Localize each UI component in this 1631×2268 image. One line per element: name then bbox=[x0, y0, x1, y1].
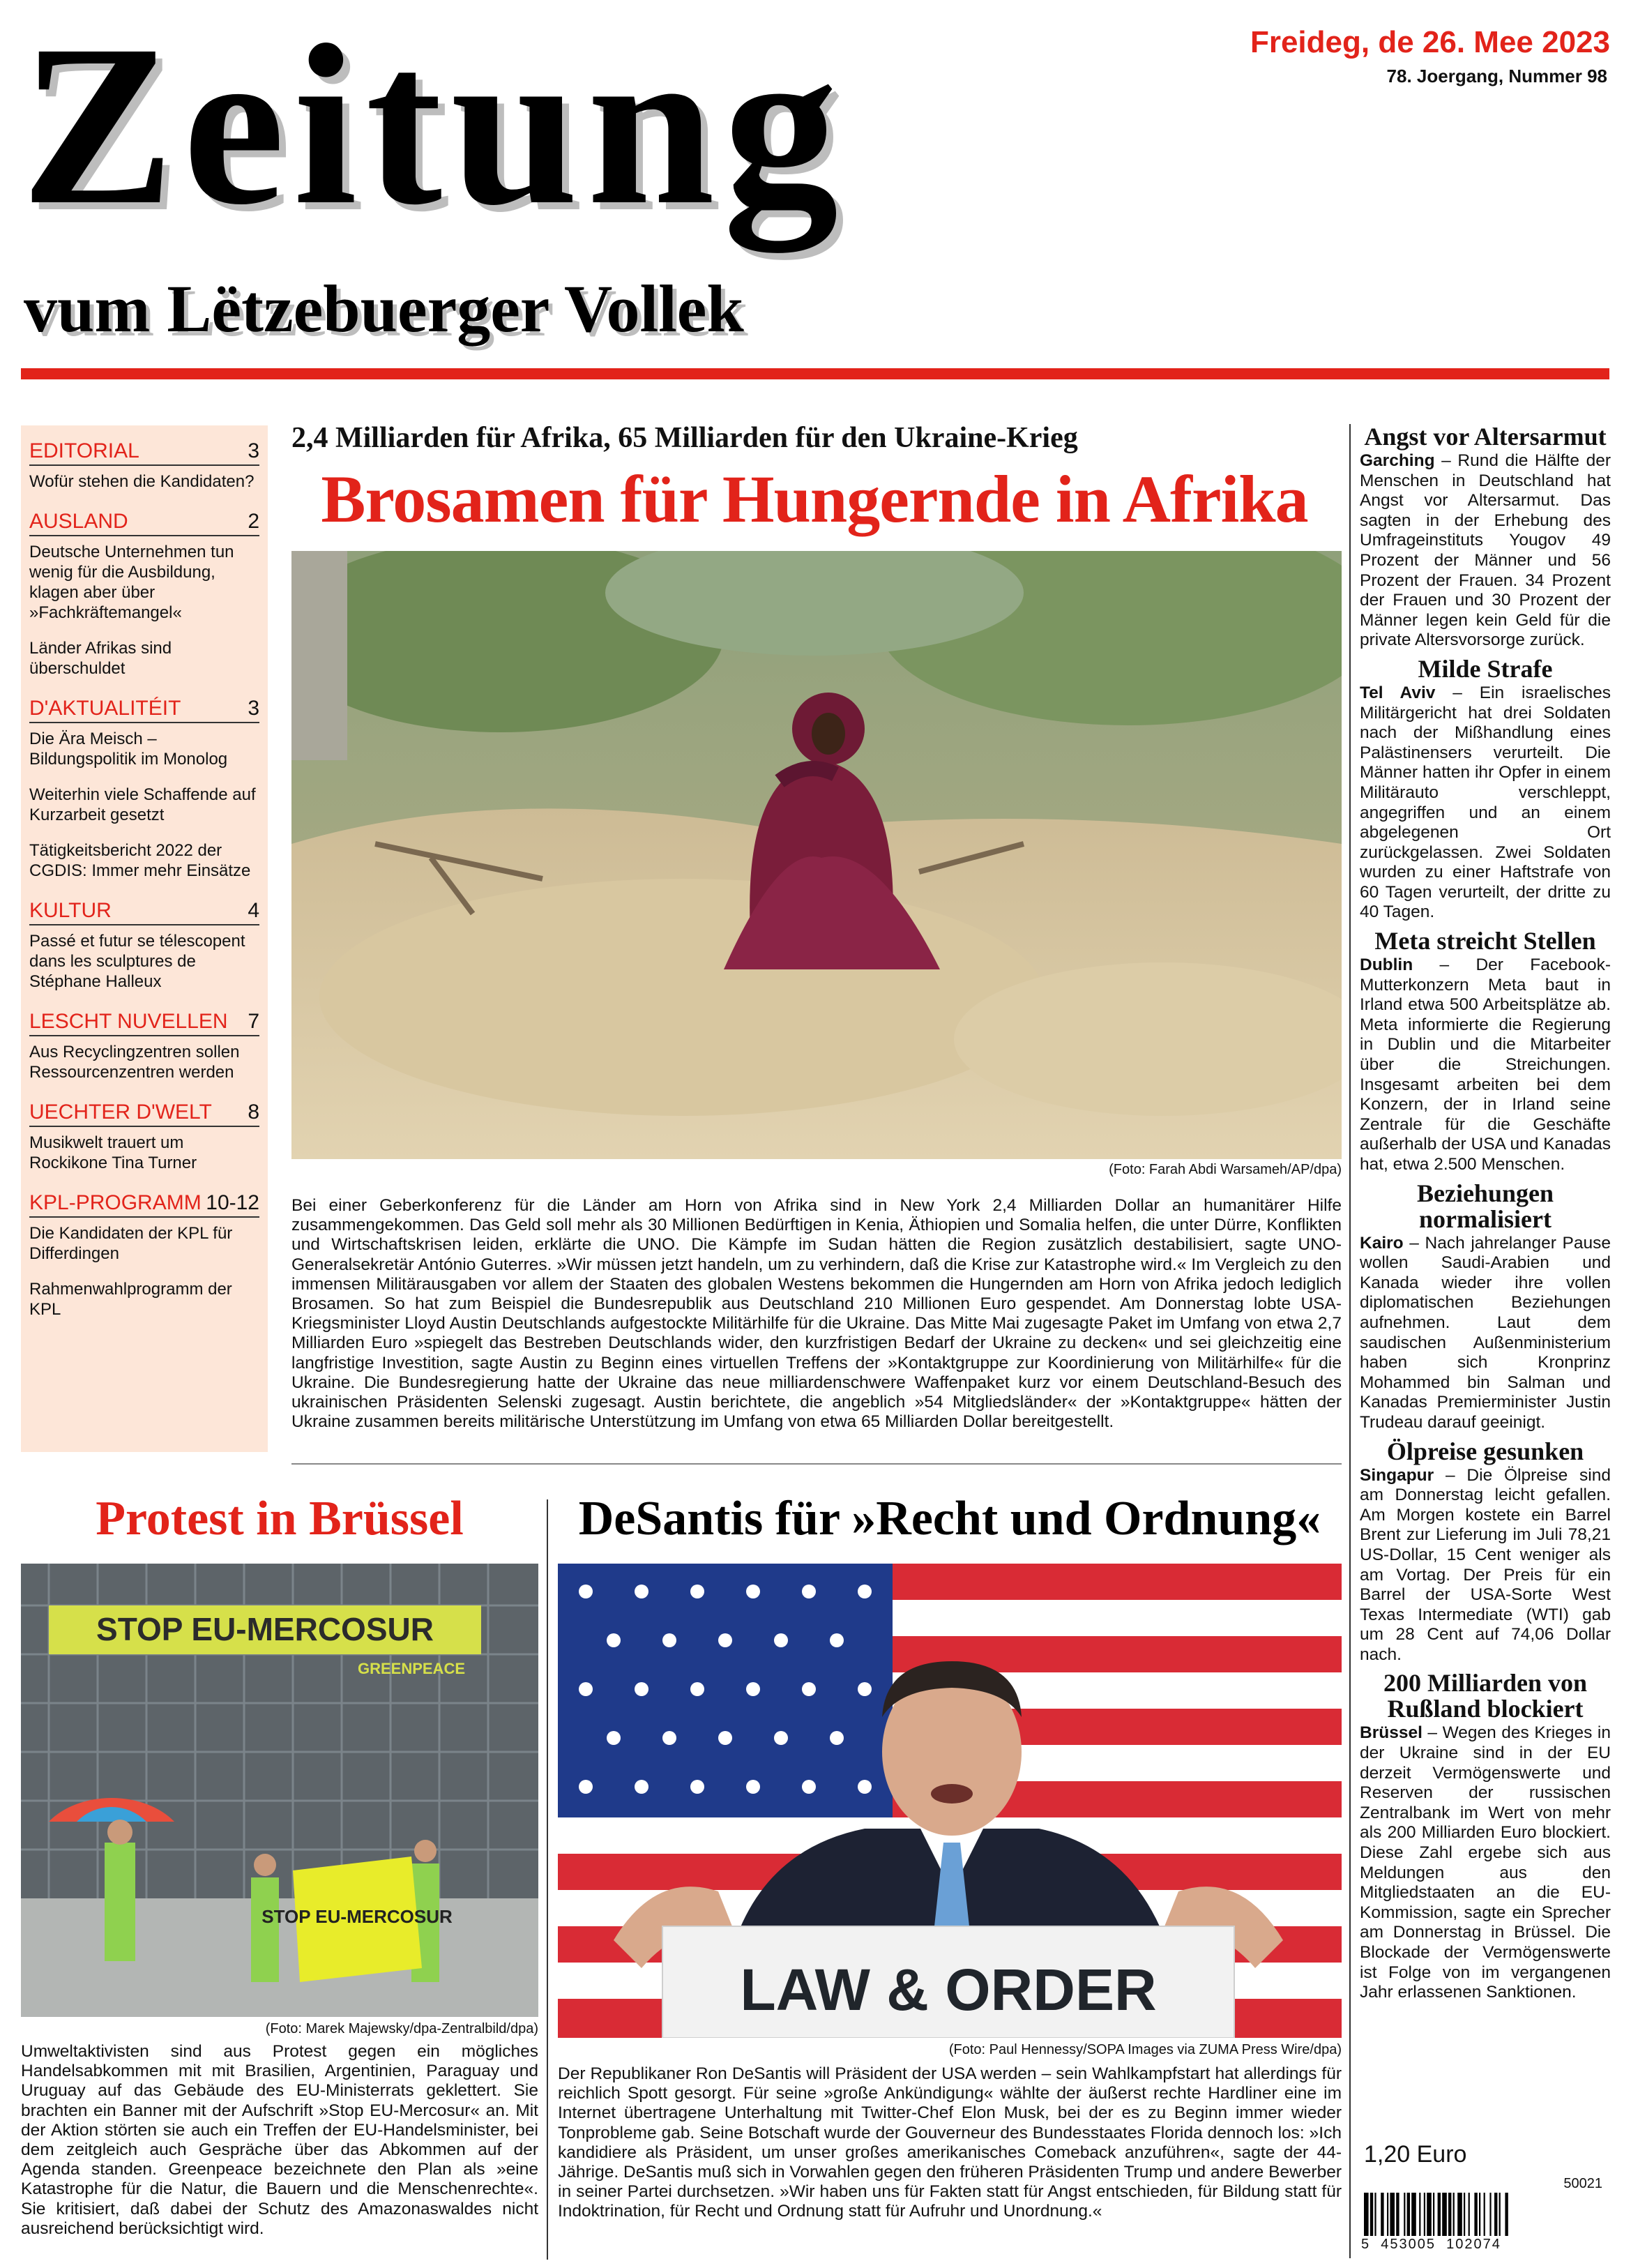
news-brief bbox=[1360, 656, 1611, 923]
news-brief bbox=[1360, 1439, 1611, 1665]
brief-text bbox=[1360, 683, 1611, 923]
toc-section-page: 8 bbox=[248, 1101, 259, 1124]
table-of-contents bbox=[21, 425, 268, 1452]
barcode-bar bbox=[1419, 2193, 1420, 2236]
toc-section bbox=[29, 899, 259, 992]
masthead-title: Zeitung bbox=[21, 0, 847, 252]
brief-body: – Rund die Hälfte der Menschen in Deutschland hat Angst vor Altersarmut. Das sagten in der Erhebung des Umfrageinstituts Yougov 49 Prozent der Männer und 56 Prozent der Frauen. 34 Prozent der Frauen und 30 Prozent der Männer legen kein Geld für die private Altersvorsorge zurück. bbox=[1360, 451, 1611, 650]
news-brief bbox=[1360, 1181, 1611, 1433]
brief-title: Beziehungen normalisiert bbox=[1416, 1179, 1554, 1233]
lead-body: Bei einer Geberkonferenz für die Länder am Horn von Afrika sind in New York 2,4 Milliarden Dollar an humanitärer Hilfe zusammengekommen. Das Geld soll mehr als 30 Millionen Bedürftigen in Kenia, Äthiopien und Somalia helfen, die unter Dürre, Konflikten und Wirtschaftskrisen leiden, erklärte die UNO. Die Kämpfe im Sudan hätten die Region zusätzlich destabilisiert, sagte UNO-Generalsekretär António Guterres. »Wir müssen jetzt handeln, um zu verhindern, daß die Krise zur Katastrophe wird.« Im Vergleich zu den immensen Militärausgaben vor allem der Staaten des globalen Westens bekommen die Hungernden am Horn von Afrika jedoch lediglich Brosamen. So hat zum Beispiel die Bundesrepublik aus Deutschland 210 Millionen Euro gespendet. Am Donnerstag lobte USA-Kriegsminister Lloyd Austin Deutschlands aufgestockte Militärhilfe für die Ukraine. Das Mitte Mai zugesagte Paket im Umfang von etwa 2,7 Milliarden Euro »spiegelt das Bestreben Deutschlands wider, den kurzfristigen Bedarf der Ukraine zu decken« und sei gleichzeitig eine langfristige Investition, sagte Austin zu Beginn eines virtuellen Treffens der »Kontaktgruppe zur Koordinierung von Militärhilfe« für die Ukraine. Die Bundesregierung hatte der Ukraine das neue milliardenschwere Waffenpaket kurz vor einem Deutschland-Besuch des ukrainischen Präsidenten Selenski zugesagt. Austin berichtete, die angeblich »54 Mitgliedsländer« der »Kontaktgruppe« hätten der Ukraine zusammen bereits militärische Unterstützung im Umfang von etwa 65 Milliarden Dollar bereitgestellt. bbox=[291, 1196, 1342, 1432]
barcode-bar bbox=[1374, 2193, 1376, 2236]
barcode-bar bbox=[1489, 2193, 1491, 2236]
toc-section-header[interactable] bbox=[29, 1010, 259, 1036]
barcode-bar bbox=[1448, 2193, 1451, 2236]
protest-photo bbox=[21, 1564, 538, 2017]
protest-banner-text: STOP EU-MERCOSUR bbox=[96, 1611, 434, 1647]
barcode-digits: 5 453005 102074 bbox=[1361, 2237, 1501, 2252]
protest-banner-subtext: GREENPEACE bbox=[357, 1660, 466, 1677]
brief-title: 200 Milliarden von Rußland blockiert bbox=[1383, 1669, 1587, 1723]
barcode-bar bbox=[1396, 2193, 1399, 2236]
masthead-divider bbox=[21, 368, 1609, 379]
brief-dateline: Kairo bbox=[1360, 1233, 1404, 1253]
brief-title: Angst vor Altersarmut bbox=[1364, 423, 1607, 451]
brief-text bbox=[1360, 955, 1611, 1175]
brief-title: Ölpreise gesunken bbox=[1386, 1437, 1584, 1465]
barcode-bar bbox=[1427, 2193, 1432, 2236]
issue-date: Freideg, de 26. Mee 2023 bbox=[1250, 25, 1610, 59]
toc-section-title: KPL-PROGRAMM bbox=[29, 1191, 202, 1214]
lead-bottom-rule bbox=[291, 1463, 1342, 1465]
toc-section-page: 3 bbox=[248, 697, 259, 720]
desantis-photo-credit: (Foto: Paul Hennessy/SOPA Images via ZUMA Press Wire/dpa) bbox=[948, 2042, 1342, 2057]
barcode-bar bbox=[1484, 2193, 1485, 2236]
middle-column-rule bbox=[547, 1499, 548, 2260]
toc-item[interactable]: Länder Afrikas sind überschuldet bbox=[29, 639, 172, 678]
price-label: 1,20 Euro bbox=[1364, 2141, 1467, 2168]
barcode-addon: 50021 bbox=[1563, 2176, 1602, 2191]
news-briefs-column bbox=[1360, 424, 1611, 2009]
barcode-bar bbox=[1464, 2193, 1465, 2236]
barcode-bar bbox=[1411, 2193, 1416, 2236]
brief-body: – Nach jahrelanger Pause wollen Saudi-Arabien und Kanada wieder ihre vollen diplomatischen Beziehungen aufnehmen. Laut dem saudischen Außenministerium haben sich Kronprinz Mohammed bin Salman und Kanadas Premierminister Justin Trudeau darauf geeinigt. bbox=[1360, 1233, 1611, 1432]
toc-section-page: 7 bbox=[248, 1010, 259, 1033]
toc-section bbox=[29, 1010, 259, 1082]
protest-body: Umweltaktivisten sind aus Protest gegen ein mögliches Handelsabkommen mit mit Brasilien, Argentinien, Paraguay und Uruguay auf das Gebäude des EU-Ministerrats geklettert. Sie brachten ein Banner mit der Aufschrift »Stop EU-Mercosur« an. Mit der Aktion störten sie auch ein Treffen der EU-Handelsminister, bei dem zeitgleich auch Gespräche über das Abkommen auf der Agenda standen. Greenpeace bezeichnete den Plan als »eine Katastrophe für die Natur, die Bauern und die Menschenrechte«. Sie kritisiert, daß dabei der Schutz des Amazonaswaldes nicht ausreichend berücksichtigt wird. bbox=[21, 2042, 538, 2238]
barcode-bar bbox=[1424, 2193, 1425, 2236]
news-brief bbox=[1360, 424, 1611, 651]
barcode-bar bbox=[1499, 2193, 1501, 2236]
toc-section bbox=[29, 697, 259, 881]
desantis-photo-image bbox=[558, 1564, 1342, 2038]
toc-section-header[interactable] bbox=[29, 899, 259, 925]
protest-headline: Protest in Brüssel bbox=[96, 1492, 464, 1545]
toc-section-page: 2 bbox=[248, 510, 259, 533]
lead-photo-image bbox=[291, 551, 1342, 1159]
brief-dateline: Tel Aviv bbox=[1360, 683, 1436, 702]
lead-photo bbox=[291, 551, 1342, 1159]
barcode-bar bbox=[1381, 2193, 1383, 2236]
desantis-photo bbox=[558, 1564, 1342, 2038]
barcode-bar bbox=[1438, 2193, 1441, 2236]
desantis-body: Der Republikaner Ron DeSantis will Präsident der USA werden – sein Wahlkampfstart hat allerdings für reichlich Spott gesorgt. Für seine »große Ankündigung« wählte der äußerst rechte Hardliner eine im Internet übertragene Unterhaltung mit Twitter-Chef Elon Musk, bei der es zu Beginn immer wieder Tonprobleme gab. Seine Botschaft wurde der Gouverneur des Bundesstaates Florida dennoch los: »Ich kandidiere als Präsident, um unser großes amerikanisches Comeback anzuführen«, sagte der 44-Jährige. DeSantis muß sich in Vorwahlen gegen den früheren Präsidenten Trump und andere Bewerber in seiner Partei durchsetzen. »Wir haben uns für Fakten statt für Angst entschieden, für Bildung statt für Indoktrination, für Recht und Ordnung statt für Aufruhr und Unordnung.« bbox=[558, 2064, 1342, 2221]
masthead-subtitle: vum Lëtzebuerger Vollek bbox=[24, 271, 744, 346]
brief-dateline: Garching bbox=[1360, 451, 1435, 470]
toc-section bbox=[29, 510, 259, 679]
news-brief bbox=[1360, 1670, 1611, 2002]
toc-section-page: 10-12 bbox=[206, 1191, 259, 1214]
brief-text bbox=[1360, 1466, 1611, 1665]
barcode-bar bbox=[1390, 2193, 1395, 2236]
toc-item[interactable]: Aus Recyclingzentren sollen Ressourcenzentren werden bbox=[29, 1043, 240, 1082]
toc-section-page: 3 bbox=[248, 439, 259, 462]
barcode-bar bbox=[1453, 2193, 1455, 2236]
toc-item[interactable]: Musikwelt trauert um Rockikone Tina Turner bbox=[29, 1133, 197, 1172]
protest-sign-text: STOP EU-MERCOSUR bbox=[261, 1906, 453, 1927]
toc-section-header[interactable] bbox=[29, 510, 259, 536]
toc-section bbox=[29, 439, 259, 492]
news-brief bbox=[1360, 928, 1611, 1175]
toc-item[interactable]: Die Kandidaten der KPL für Differdingen bbox=[29, 1224, 233, 1263]
toc-section-title: UECHTER D'WELT bbox=[29, 1101, 212, 1124]
toc-item[interactable]: Weiterhin viele Schaffende auf Kurzarbeit gesetzt bbox=[29, 785, 256, 824]
toc-item[interactable]: Rahmenwahlprogramm der KPL bbox=[29, 1280, 232, 1319]
barcode-bar bbox=[1370, 2193, 1373, 2236]
lead-headline: Brosamen für Hungernde in Afrika bbox=[321, 462, 1308, 536]
podium-sign-text: LAW & ORDER bbox=[740, 1957, 1157, 2023]
brief-text bbox=[1360, 1723, 1611, 2002]
brief-body: – Der Facebook-Mutterkonzern Meta baut in Irland etwa 500 Arbeitsplätze ab. Meta informierte die Regierung in Dublin und die Mitarbeiter über die Streichungen. Insgesamt arbeiten bei dem Konzern, der in Irland seine Zentrale für die Geschäfte außerhalb der USA und Kanadas hat, etwa 2.500 Menschen. bbox=[1360, 955, 1611, 1174]
barcode-bar bbox=[1494, 2193, 1497, 2236]
toc-section bbox=[29, 1191, 259, 1320]
toc-section-header[interactable] bbox=[29, 439, 259, 466]
barcode-bar bbox=[1457, 2193, 1462, 2236]
right-column-rule bbox=[1349, 424, 1351, 2258]
toc-section bbox=[29, 1101, 259, 1173]
barcode-bar bbox=[1387, 2193, 1388, 2236]
desantis-headline: DeSantis für »Recht und Ordnung« bbox=[578, 1492, 1321, 1545]
toc-item[interactable]: Tätigkeitsbericht 2022 der CGDIS: Immer mehr Einsätze bbox=[29, 841, 251, 880]
brief-dateline: Singapur bbox=[1360, 1465, 1434, 1485]
brief-text bbox=[1360, 451, 1611, 651]
protest-photo-image bbox=[21, 1564, 538, 2017]
toc-section-title: KULTUR bbox=[29, 899, 112, 922]
toc-section-title: LESCHT NUVELLEN bbox=[29, 1010, 228, 1033]
barcode-bar bbox=[1479, 2193, 1480, 2236]
barcode-bar bbox=[1469, 2193, 1470, 2236]
brief-title: Milde Strafe bbox=[1418, 654, 1553, 683]
brief-body: – Wegen des Krieges in der Ukraine sind in der EU derzeit Vermögenswerte und Reserven der russischen Zentralbank im Wert von mehr als 200 Milliarden Euro blockiert. Diese Zahl ergebe sich aus Meldungen aus den Mitgliedstaaten an die EU-Kommission, sagte ein Sprecher am Donnerstag in Brüssel. Die Blockade der Vermögenswerte ist Folge von im vergangenen Jahr erlassenen Sanktionen. bbox=[1360, 1723, 1611, 2002]
brief-dateline: Dublin bbox=[1360, 955, 1413, 975]
barcode-bar bbox=[1442, 2193, 1447, 2236]
toc-section-header[interactable] bbox=[29, 1101, 259, 1127]
barcode-bar bbox=[1474, 2193, 1477, 2236]
barcode bbox=[1361, 2176, 1609, 2253]
toc-item[interactable]: Die Ära Meisch – Bildungspolitik im Monolog bbox=[29, 729, 228, 769]
toc-item[interactable]: Wofür stehen die Kandidaten? bbox=[29, 472, 255, 491]
toc-section-header[interactable] bbox=[29, 697, 259, 723]
barcode-bar bbox=[1407, 2193, 1410, 2236]
toc-item[interactable]: Passé et futur se télescopent dans les sculptures de Stéphane Halleux bbox=[29, 932, 245, 991]
toc-section-page: 4 bbox=[248, 899, 259, 922]
barcode-bar bbox=[1404, 2193, 1405, 2236]
toc-section-header[interactable] bbox=[29, 1191, 259, 1218]
brief-title: Meta streicht Stellen bbox=[1374, 927, 1596, 955]
barcode-bar bbox=[1505, 2193, 1508, 2236]
protest-photo-credit: (Foto: Marek Majewsky/dpa-Zentralbild/dpa) bbox=[265, 2021, 538, 2036]
issue-number: 78. Joergang, Nummer 98 bbox=[1386, 66, 1607, 86]
lead-kicker: 2,4 Milliarden für Afrika, 65 Milliarden für den Ukraine-Krieg bbox=[291, 422, 1078, 454]
toc-section-title: EDITORIAL bbox=[29, 439, 139, 462]
toc-section-title: AUSLAND bbox=[29, 510, 128, 533]
brief-body: – Die Ölpreise sind am Donnerstag leicht gefallen. Am Morgen kostete ein Barrel Brent zur Lieferung im Juli 78,21 US-Dollar, 15 Cent weniger als am Vortag. Der Preis für ein Barrel der USA-Sorte West Texas Intermediate (WTI) gab um 28 Cent auf 74,06 Dollar nach. bbox=[1360, 1465, 1611, 1664]
brief-body: – Ein israelisches Militärgericht hat drei Soldaten nach der Mißhandlung eines Palästinensers verurteilt. Die Männer hatten ihr Opfer in einem Militärauto verschleppt, angegriffen und an einem abgelegenen Ort zurückgelassen. Zwei Soldaten wurden zu einer Haftstrafe von 60 Tagen verurteilt, der dritte zu 40 Tagen. bbox=[1360, 683, 1611, 922]
barcode-bar bbox=[1364, 2193, 1369, 2236]
barcode-bar bbox=[1433, 2193, 1434, 2236]
brief-text bbox=[1360, 1234, 1611, 1433]
lead-photo-credit: (Foto: Farah Abdi Warsameh/AP/dpa) bbox=[1109, 1162, 1342, 1177]
toc-item[interactable]: Deutsche Unternehmen tun wenig für die Ausbildung, klagen aber über »Fachkräftemangel« bbox=[29, 543, 234, 622]
brief-dateline: Brüssel bbox=[1360, 1723, 1423, 1743]
toc-section-title: D'AKTUALITÉIT bbox=[29, 697, 181, 720]
